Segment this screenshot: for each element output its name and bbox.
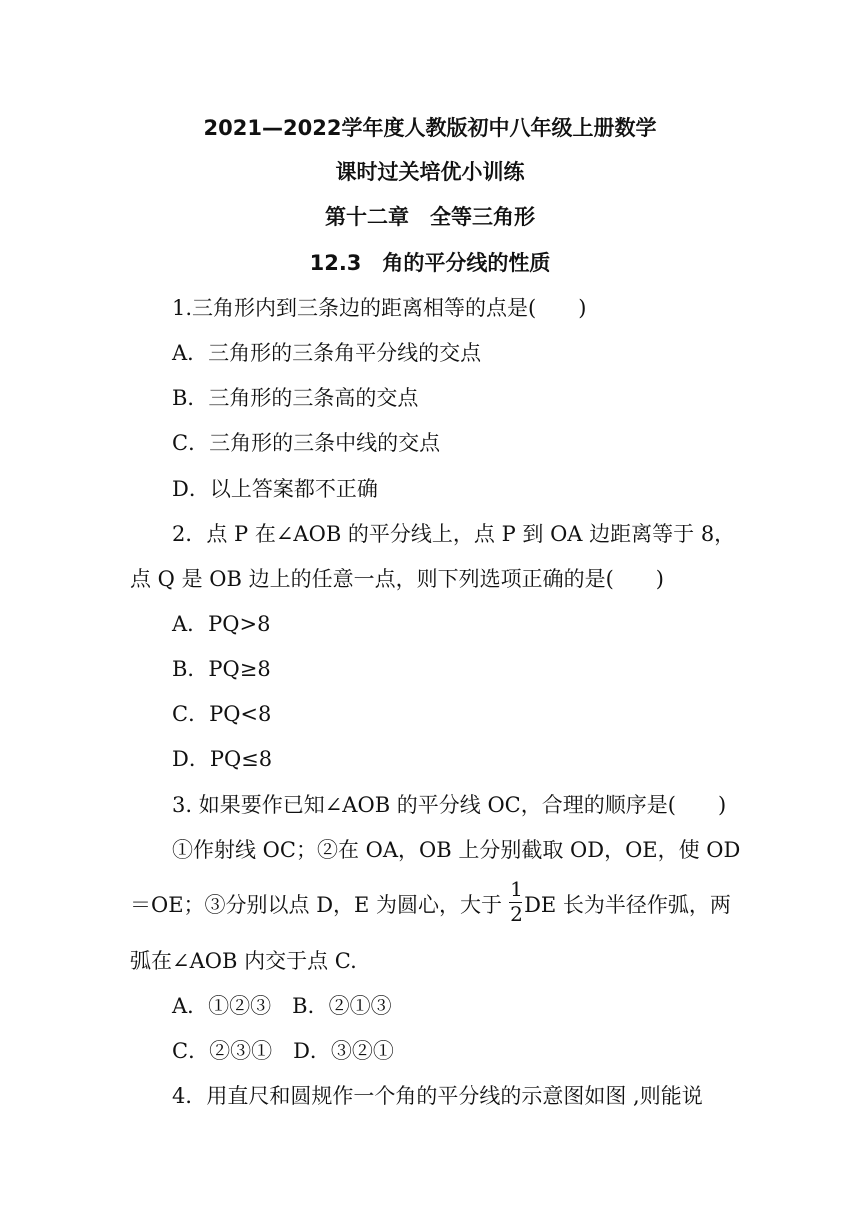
question-2-option-a: A．PQ>8 bbox=[172, 612, 271, 636]
question-3-steps-line-3: 弧在∠AOB 内交于点 C. bbox=[130, 949, 357, 973]
question-3-stem: 3. 如果要作已知∠AOB 的平分线 OC，合理的顺序是( ) bbox=[172, 793, 727, 817]
question-1-option-c: C．三角形的三条中线的交点 bbox=[172, 431, 441, 455]
section-heading: 12.3 角的平分线的性质 bbox=[309, 251, 551, 275]
question-3-steps-line-2-start: ＝OE；③分别以点 D，E 为圆心，大于 bbox=[130, 893, 503, 917]
question-3-options-a-b: A．①②③ B．②①③ bbox=[172, 994, 392, 1018]
document-title: 2021—2022学年度人教版初中八年级上册数学 bbox=[203, 116, 657, 140]
chapter-heading: 第十二章 全等三角形 bbox=[325, 205, 535, 229]
question-3-steps-line-2-end: DE 长为半径作弧，两 bbox=[524, 893, 731, 917]
question-4-stem: 4．用直尺和圆规作一个角的平分线的示意图如图 ,则能说 bbox=[172, 1084, 703, 1108]
document-subtitle: 课时过关培优小训练 bbox=[335, 160, 525, 184]
question-2-stem-line-2: 点 Q 是 OB 边上的任意一点，则下列选项正确的是( ) bbox=[130, 567, 664, 591]
question-2-option-d: D．PQ≤8 bbox=[172, 747, 273, 771]
question-3-options-c-d: C．②③① D．③②① bbox=[172, 1039, 394, 1063]
one-half-fraction bbox=[508, 877, 524, 926]
question-2-stem-line-1: 2．点 P 在∠AOB 的平分线上，点 P 到 OA 边距离等于 8， bbox=[172, 522, 736, 546]
question-2-option-c: C．PQ<8 bbox=[172, 702, 272, 726]
question-1-option-a: A．三角形的三条角平分线的交点 bbox=[172, 341, 482, 365]
fraction-numerator: 1 bbox=[510, 877, 523, 901]
question-1-option-d: D．以上答案都不正确 bbox=[172, 477, 378, 501]
question-1-stem: 1.三角形内到三条边的距离相等的点是( ) bbox=[172, 296, 587, 320]
question-2-option-b: B．PQ≥8 bbox=[172, 657, 271, 681]
fraction-denominator: 2 bbox=[510, 902, 523, 926]
question-3-steps-line-1: ①作射线 OC；②在 OA，OB 上分别截取 OD，OE，使 OD bbox=[172, 838, 741, 862]
question-3-steps-line-2 bbox=[130, 877, 731, 926]
question-1-option-b: B．三角形的三条高的交点 bbox=[172, 386, 419, 410]
